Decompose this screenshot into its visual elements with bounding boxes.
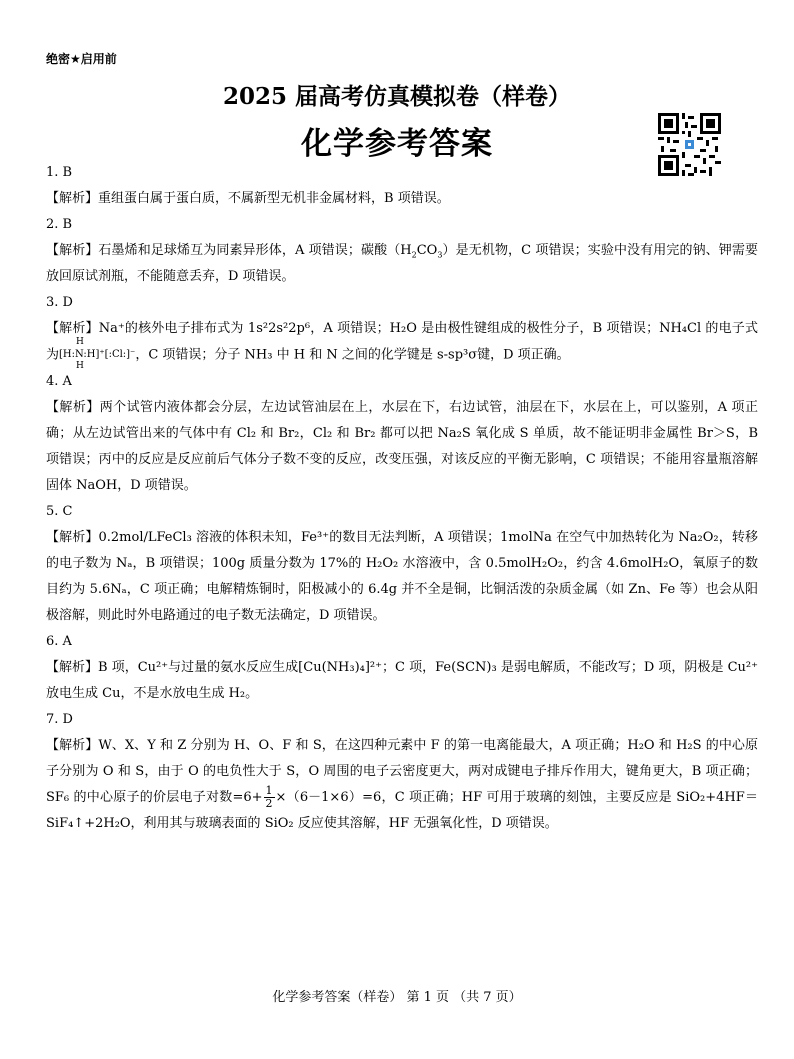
explanation-label: 【解析】 [46,321,99,336]
explanation-label: 【解析】 [46,243,99,258]
fraction: $\frac{1}{2}$ [265,783,273,810]
explanation-label: 【解析】 [46,529,99,545]
answer-list [46,160,758,837]
answer-6: 6. A [46,633,72,649]
explanation-4: 【解析】两个试管内液体都会分层，左边试管油层在上，水层在下，右边试管，油层在下，水层在上，可以鉴别，A 项正确；从左边试管出来的气体中有 Cl₂ 和 Br₂，Cl₂ 和 Br₂ 都可以把 Na₂S 氧化成 S 单质，故不能证明非金属性 Br＞S，B 项错误；丙中的反应是反应前后气体分子数不变的反应，改变压强，对该反应的平衡无影响，C 项错误；不能用容量瓶溶解固体 NaOH，D 项错误。 [46,399,758,493]
exam-title: 2025 届高考仿真模拟卷（样卷） [222,83,572,110]
explanation-label: 【解析】 [46,191,99,206]
explanation-label: 【解析】 [46,399,100,415]
explanation-6: 【解析】B 项，Cu²⁺与过量的氨水反应生成[Cu(NH₃)₄]²⁺；C 项，Fe(SCN)₃ 是弱电解质，不能改写；D 项，阴极是 Cu²⁺放电生成 Cu，不是水放电生成 H₂。 [46,659,758,701]
explanation-7: 【解析】W、X、Y 和 Z 分别为 H、O、F 和 S，在这四种元素中 F 的第一电离能最大，A 项正确；H₂O 和 H₂S 的中心原子分别为 O 和 S，由于 O 的电负性大于 S，O 周围的电子云密度更大，两对成键电子排斥作用大，键角更大，B 项正确；SF₆ 的中心原子的价层电子对数=6+ $\frac{1}{2}$ ×（6－1×6）=6，C 项正确；HF 可用于玻璃的刻蚀，主要反应是 SiO₂+4HF＝SiF₄↑+2H₂O，利用其与玻璃表面的 SiO₂ 反应使其溶解，HF 无强氧化性，D 项错误。 [46,737,758,831]
answer-title: 化学参考答案 [301,126,493,162]
page-footer: 化学参考答案（样卷） 第 1 页 （共 7 页） [272,990,522,1005]
explanation-1 [46,186,758,212]
explanation-5: 【解析】0.2mol/LFeCl₃ 溶液的体积未知，Fe³⁺的数目无法判断，A 项错误；1molNa 在空气中加热转化为 Na₂O₂，转移的电子数为 Nₐ，B 项错误；100g 质量分数为 17%的 H₂O₂ 水溶液中，含 0.5molH₂O₂，约含 4.6molH₂O，氧原子的数目约为 5.6Nₐ，C 项正确；电解精炼铜时，阳极减小的 6.4g 并不全是铜，比铜活泼的杂质金属（如 Zn、Fe 等）也会从阳极溶解，则此时外电路通过的电子数无法确定，D 项错误。 [46,529,758,623]
explanation-label: 【解析】 [46,737,99,753]
answer-4: 4. A [46,373,72,389]
confidential-mark: 绝密★启用前 [46,52,117,66]
explanation-text: 重组蛋白属于蛋白质，不属新型无机非金属材料，B 项错误。 [98,191,450,206]
answer-1: 1. B [46,165,73,180]
answer-7: 7. D [46,711,73,727]
lewis-structure: H [H:N:H]⁺[:Cl:]⁻ H [59,337,136,371]
answer-2: 2. B [46,217,73,232]
answer-5: 5. C [46,503,73,519]
explanation-3: 【解析】Na⁺的核外电子排布式为 1s²2s²2p⁶，A 项错误；H₂O 是由极性键组成的极性分子，B 项错误；NH₄Cl 的电子式为 H [H:N:H]⁺[:Cl:]⁻ H ，C 项错误；分子 NH₃ 中 H 和 N 之间的化学键是 s-sp³σ键，D 项正确。 [46,321,758,371]
explanation-label: 【解析】 [46,659,99,675]
answer-3: 3. D [46,295,73,310]
explanation-2: 【解析】石墨烯和足球烯互为同素异形体，A 项错误；碳酸$(H_2CO_3)$是无机物，C 项错误；实验中没有用完的钠、钾需要放回原试剂瓶，不能随意丢弃，D 项错误。 [46,243,758,284]
